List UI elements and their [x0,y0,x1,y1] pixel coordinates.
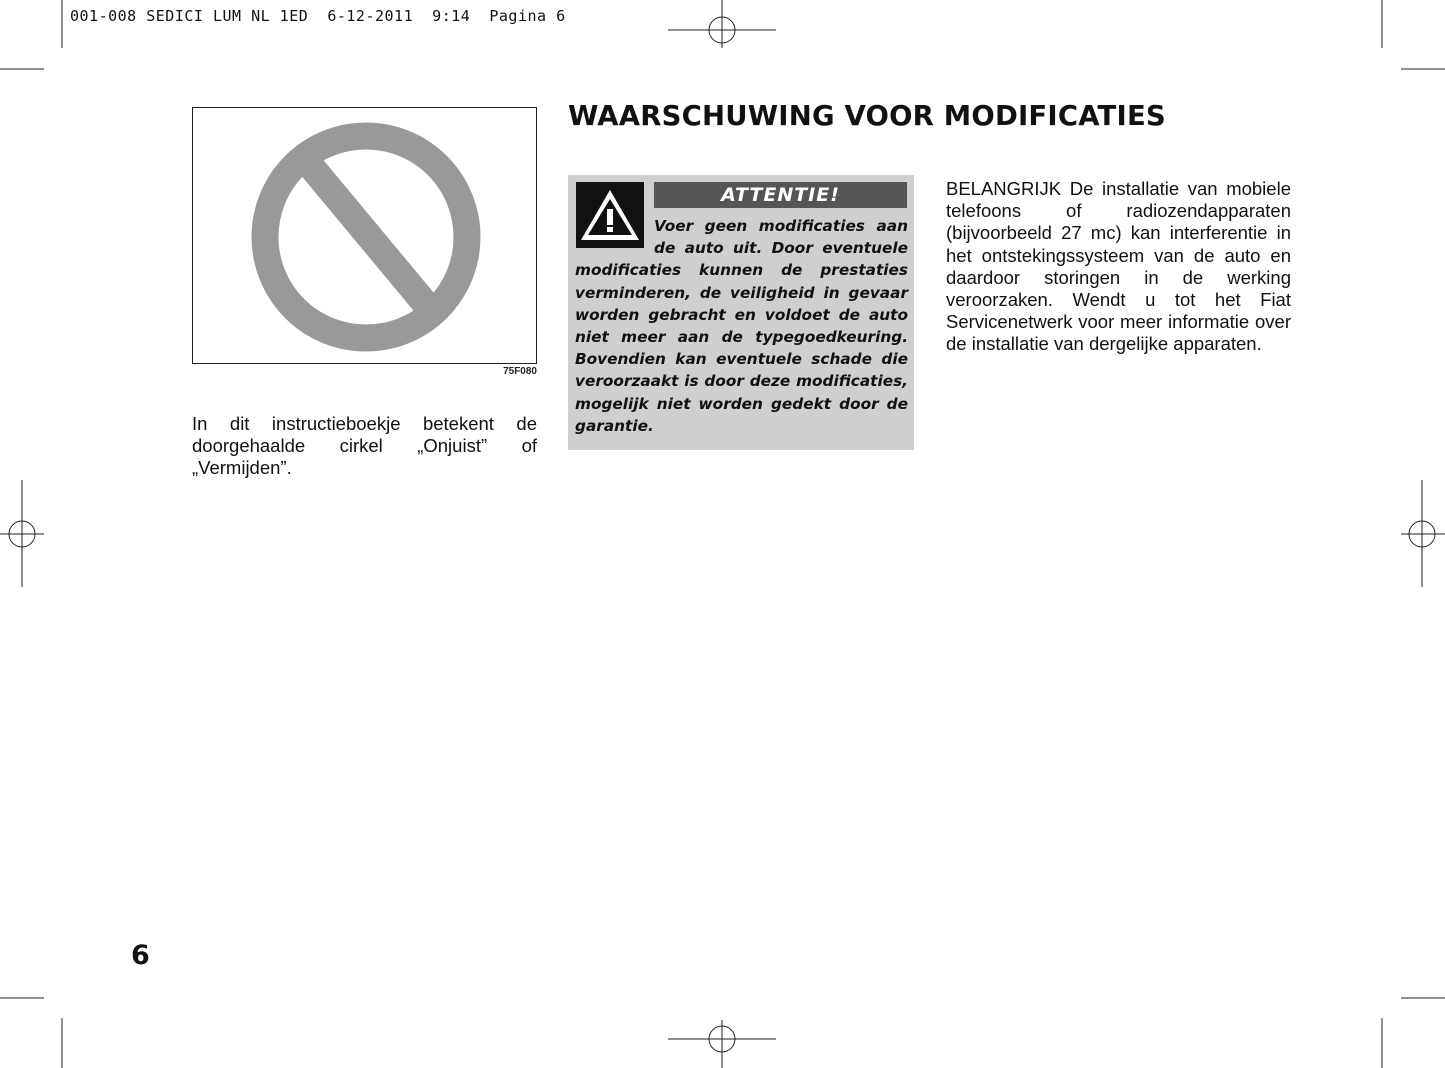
print-slug: 001-008 SEDICI LUM NL 1ED 6-12-2011 9:14 Pagina 6 [70,7,566,25]
page-number: 6 [131,940,150,971]
warning-text-block [575,215,908,437]
section-title: WAARSCHUWING VOOR MODIFICATIES [568,100,1166,132]
figure-code: 75F080 [503,366,537,377]
prohibition-icon [193,108,536,363]
important-note: BELANGRIJK De installatie van mobiele telefoons of radiozendapparaten (bijvoorbeeld 27 mc) kan interferentie in het ontstekingssysteem van de auto en daardoor storingen in de werking veroorzaken. Wendt u tot het Fiat Servicenetwerk voor meer informatie over de installatie van dergelijke apparaten. [946,178,1291,355]
figure-frame [192,107,537,364]
warning-box [568,175,914,450]
warning-label: ATTENTIE! [654,182,907,208]
figure-caption: In dit instructieboekje betekent de doorgehaalde cirkel „Onjuist” of „Vermijden”. [192,413,537,478]
warning-text: Voer geen modificaties aan de auto uit. Door eventuele modificaties kunnen de prestaties verminderen, de veiligheid in gevaar worden gebracht en voldoet de auto niet meer aan de typegoedkeuring. Bovendien kan eventuele schade die veroorzaakt is door deze modificaties, mogelijk niet worden gedekt door de garantie. [575,217,908,435]
